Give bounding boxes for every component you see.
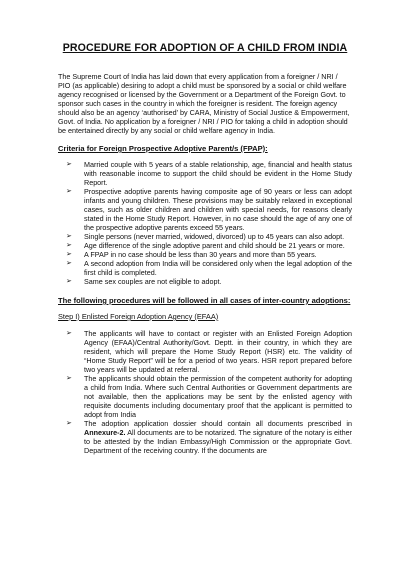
list-item [66,374,352,419]
list-item-text: Age difference of the single adoptive parent and child should be 21 years or more. [84,241,345,250]
criteria-heading: Criteria for Foreign Prospective Adoptive Parent/s (FPAP): [58,144,268,153]
arrow-bullet-icon: ➢ [66,375,72,382]
arrow-bullet-icon: ➢ [66,420,72,427]
list-item-text-end: All documents are to be notarized. The signature of the notary is either to be attested by the Indian Embassy/High Commission or the appropriate Govt. Department of the receiving country. If the documents are [84,428,352,455]
list-item [66,187,352,232]
list-item [66,329,352,374]
list-item-text: Married couple with 5 years of a stable relationship, age, financial and health status with reasonable income to support the child should be evident in the Home Study Report. [84,160,352,187]
arrow-bullet-icon: ➢ [66,330,72,337]
list-item-text: Single persons (never married, widowed, divorced) up to 45 years can also adopt. [84,232,345,241]
list-item-text: Prospective adoptive parents having composite age of 90 years or less can adopt infants and young children. These provisions may be suitably relaxed in exceptional cases, such as older children and children with special needs, for reasons clearly stated in the Home Study Report. However, in no case should the age of any one of the prospective adoptive parents exceed 55 years. [84,187,352,232]
list-item-text: Same sex couples are not eligible to adopt. [84,277,222,286]
arrow-bullet-icon: ➢ [66,278,72,285]
list-item [66,419,352,455]
step-list [58,329,352,455]
list-item [66,241,352,250]
list-item-text: The applicants should obtain the permission of the competent authority for adopting a child from India. Where such Central Authorities or Government departments are not available, then the applications may be sent by the enlisted agency with requisite documents including documentary proof that the applicant is permitted to adopt from India [84,374,352,419]
page-title: PROCEDURE FOR ADOPTION OF A CHILD FROM INDIA [62,42,348,54]
procedures-heading: The following procedures will be followed in all cases of inter-country adoptions: [58,296,351,305]
arrow-bullet-icon: ➢ [66,251,72,258]
arrow-bullet-icon: ➢ [66,242,72,249]
list-item-text-start: The adoption application dossier should contain all documents prescribed in [84,419,352,428]
arrow-bullet-icon: ➢ [66,188,72,195]
intro-paragraph: The Supreme Court of India has laid down that every application from a foreigner / NRI / PIO (as applicable) desiring to adopt a child must be sponsored by a social or child welfare agency recognised or licensed by the Government or a Department of the Foreign Govt. to sponsor such cases in the country in which the foreigner is resident. The foreign agency should also be an agency ‘authorised’ by CARA, Ministry of Social Justice & Empowerment, Govt. of India. No application by a foreigner / NRI / PIO for taking a child in adoption should be entertained directly by any social or child welfare agency in India. [58,72,350,135]
list-item [66,160,352,187]
list-item-text: The applicants will have to contact or register with an Enlisted Foreign Adoption Agency (EFAA)/Central Authority/Govt. Deptt. in their country, in which they are resident, which will prepare the Home Study Report (HSR) etc. The validity of “Home Study Report” will be for a period of two years. HSR report prepared before two years will be updated at referral. [84,329,352,374]
arrow-bullet-icon: ➢ [66,260,72,267]
list-item-text: A FPAP in no case should be less than 30 years and more than 55 years. [84,250,317,259]
criteria-list [58,160,352,286]
annexure-reference: Annexure-2. [84,428,126,437]
list-item [66,250,352,259]
list-item-text: A second adoption from India will be considered only when the legal adoption of the first child is completed. [84,259,352,277]
list-item [66,232,352,241]
list-item [66,277,352,286]
arrow-bullet-icon: ➢ [66,161,72,168]
list-item [66,259,352,277]
step-heading: Step I) Enlisted Foreign Adoption Agency (EFAA) [58,312,219,321]
arrow-bullet-icon: ➢ [66,233,72,240]
